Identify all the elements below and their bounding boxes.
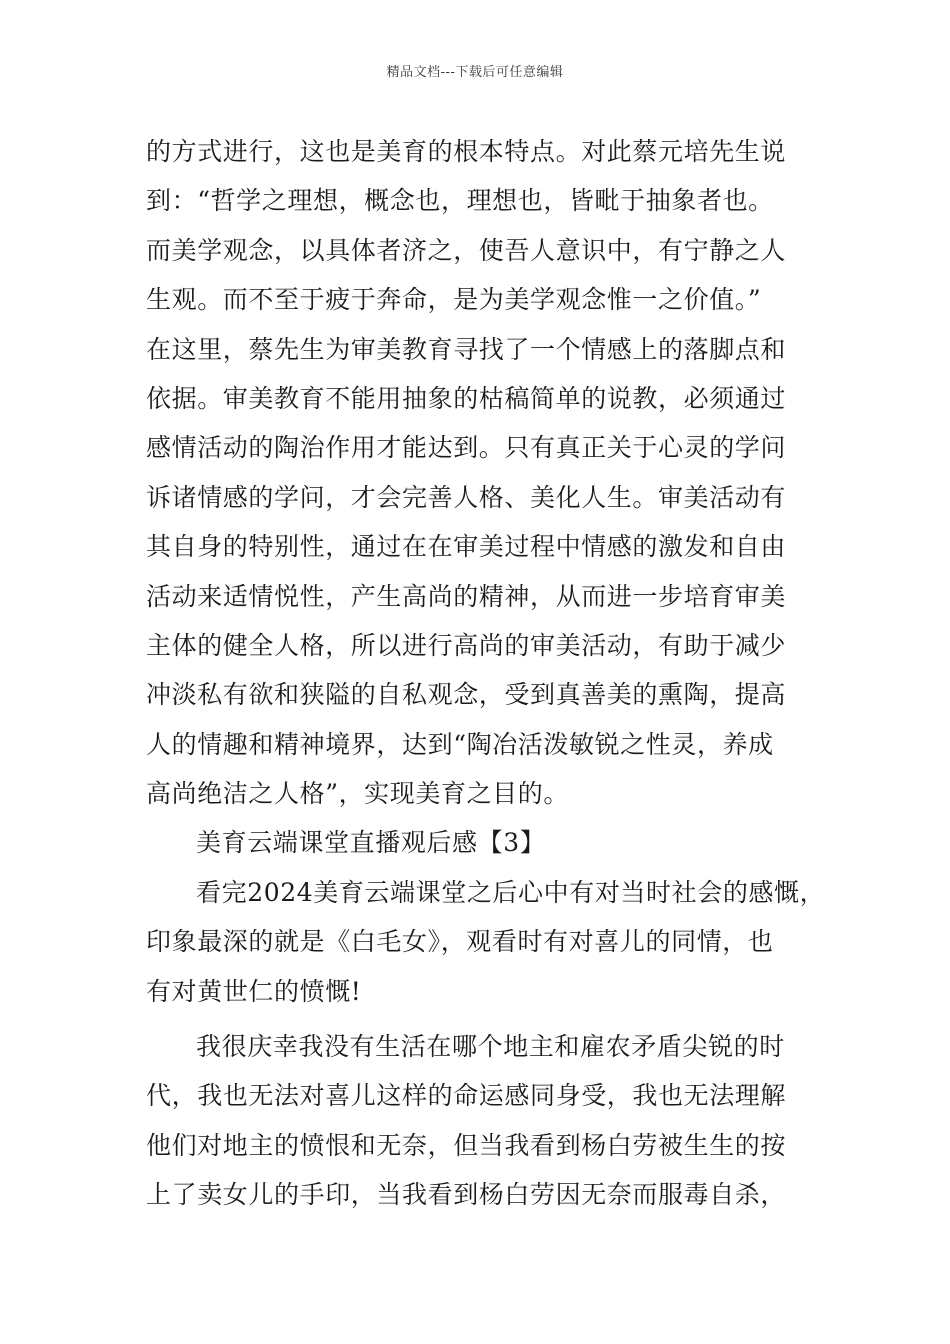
text-line: 看完2024美育云端课堂之后心中有对当时社会的感慨， (196, 877, 826, 907)
text-line: 人的情趣和精神境界，达到“陶冶活泼敏锐之性灵，养成 (146, 729, 774, 759)
text-line: 我很庆幸我没有生活在哪个地主和雇农矛盾尖锐的时 (196, 1032, 785, 1062)
text-line: 高尚绝洁之人格”，实现美育之目的。 (146, 779, 569, 809)
text-line: 生观。而不至于疲于奔命，是为美学观念惟一之价值。” (146, 285, 762, 315)
text-line: 有对黄世仁的愤慨! (146, 976, 362, 1006)
text-line: 代，我也无法对喜儿这样的命运感同身受，我也无法理解 (146, 1081, 787, 1111)
text-line: 的方式进行，这也是美育的根本特点。对此蔡元培先生说 (146, 137, 787, 166)
page-header: 精品文档---下载后可任意编辑 (386, 65, 564, 80)
section-heading: 美育云端课堂直播观后感【3】 (196, 828, 546, 858)
text-line: 感情活动的陶治作用才能达到。只有真正关于心灵的学问 (146, 433, 787, 463)
text-line: 而美学观念，以具体者济之，使吾人意识中，有宁静之人 (146, 235, 787, 265)
document-body (146, 127, 826, 1220)
text-line: 到：“哲学之理想，概念也，理想也，皆毗于抽象者也。 (146, 186, 774, 216)
text-line: 他们对地主的愤恨和无奈，但当我看到杨白劳被生生的按 (146, 1130, 787, 1160)
text-line: 其自身的特别性，通过在在审美过程中情感的激发和自由 (146, 532, 787, 562)
text-line: 印象最深的就是《白毛女》，观看时有对喜儿的同情，也 (146, 927, 774, 957)
text-line: 诉诸情感的学问，才会完善人格、美化人生。审美活动有 (146, 482, 787, 512)
text-line: 冲淡私有欲和狭隘的自私观念，受到真善美的熏陶，提高 (146, 680, 787, 710)
text-line: 上了卖女儿的手印，当我看到杨白劳因无奈而服毒自杀， (146, 1180, 787, 1210)
text-line: 在这里，蔡先生为审美教育寻找了一个情感上的落脚点和 (146, 334, 787, 364)
text-line: 主体的健全人格，所以进行高尚的审美活动，有助于减少 (146, 630, 787, 660)
text-line: 活动来适情悦性，产生高尚的精神，从而进一步培育审美 (146, 581, 787, 611)
text-line: 依据。审美教育不能用抽象的枯稿简单的说教，必须通过 (146, 383, 787, 413)
